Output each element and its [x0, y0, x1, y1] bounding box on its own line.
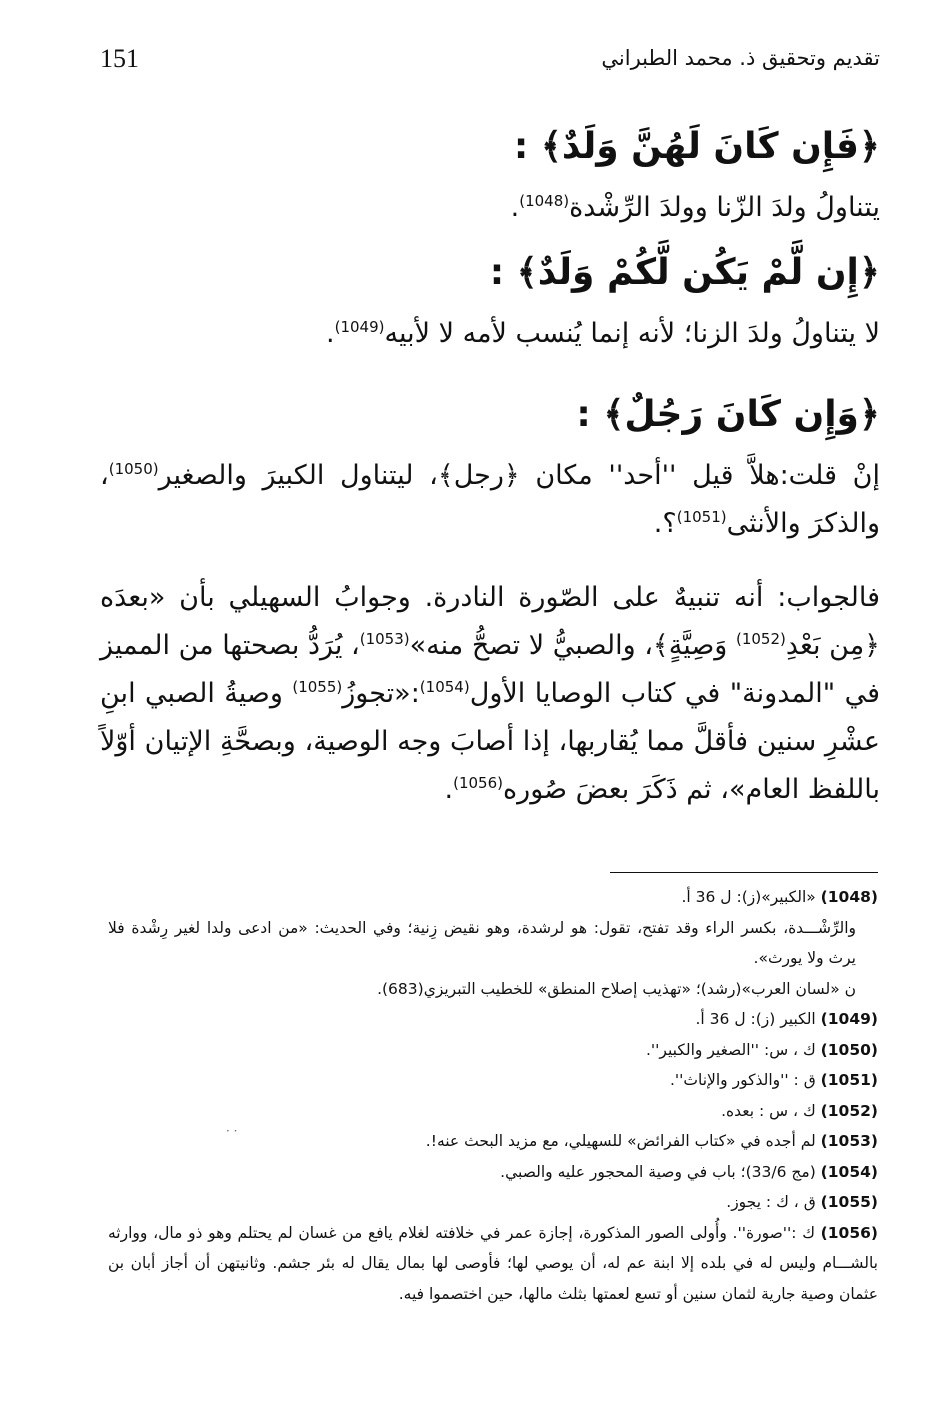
footnote-1048-cont-1 — [108, 913, 878, 974]
footnote-text: ن «لسان العرب»(رشد)؛ «تهذيب إصلاح المنطق» للخطيب التبريزي(683). — [377, 979, 856, 998]
footnote-number: (1049) — [820, 1010, 878, 1028]
footnote-ref-1049[interactable]: (1049) — [334, 318, 385, 336]
footnotes — [108, 882, 878, 1309]
footnote-ref-1051[interactable]: (1051) — [676, 508, 727, 526]
footnote-number: (1048) — [820, 888, 878, 906]
footnote-number: (1050) — [820, 1040, 878, 1059]
footnote-ref-1052[interactable]: (1052) — [735, 630, 786, 648]
footnote-ref-1053[interactable]: (1053) — [359, 630, 410, 648]
footnote-1048 — [108, 882, 878, 913]
footnote-number: (1053) — [820, 1132, 878, 1150]
footnote-number: (1056) — [820, 1223, 878, 1242]
scan-speck: · · — [226, 1124, 238, 1138]
paragraph-3-text-b: ، والذكرَ والأنثى — [100, 460, 880, 539]
paragraph-4-text-d: :«تجوزُ — [342, 678, 420, 709]
page-header — [100, 44, 880, 84]
footnote-text: ك ، س: ''الصغير والكبير''. — [645, 1040, 821, 1059]
footnote-text: الكبير (ز): ل 36 أ. — [695, 1010, 821, 1028]
footnote-text: والرِّشْـــدة، بكسر الراء وقد تفتح، تقول: هو لرشدة، وهو نقيض زِنية؛ وفي الحديث: «من ادعى ولدا لغير رِشْدة فلا يرث ولا يورث». — [108, 918, 856, 967]
paragraph-3 — [100, 452, 880, 548]
footnote-text: «الكبير»(ز): ل 36 أ. — [681, 888, 821, 906]
footnote-ref-1055[interactable]: (1055) — [292, 678, 343, 696]
footnote-number: (1052) — [820, 1101, 878, 1120]
footnote-ref-1048[interactable]: (1048) — [519, 192, 570, 210]
footnote-number: (1051) — [820, 1071, 878, 1089]
footnote-ref-1050[interactable]: (1050) — [108, 460, 159, 478]
footnote-ref-1054[interactable]: (1054) — [419, 678, 470, 696]
page-number: 151 — [100, 44, 139, 73]
footnote-text: (مج 33/6)؛ باب في وصية المحجور عليه والصبي. — [500, 1162, 821, 1181]
footnote-number: (1055) — [820, 1193, 878, 1211]
paragraph-1-end: . — [510, 192, 520, 223]
paragraph-4-text-b: وَصِيَّةٍ﴾، والصبيُّ لا تصحُّ منه» — [409, 630, 736, 661]
paragraph-4-text-a: فالجواب: أنه تنبيهٌ على الصّورة النادرة. وجوابُ السهيلي بأن «بعدَه ﴿مِن بَعْدِ — [100, 582, 881, 661]
footnote-1056 — [108, 1218, 878, 1310]
paragraph-2-end: . — [326, 318, 335, 349]
footnote-1054 — [108, 1157, 878, 1188]
paragraph-3-end: ؟. — [653, 508, 677, 539]
footnote-text: ك ، س : بعده. — [721, 1101, 821, 1120]
footnote-1050 — [108, 1035, 878, 1066]
footnote-1049 — [108, 1004, 878, 1035]
footnote-text: ق : ''والذكور والإناث''. — [669, 1071, 821, 1089]
footnote-text: ك :''صورة''. وأُولى الصور المذكورة، إجازة عمر في خلافته لغلام يافع من غسان لم يحتلم وهو ذو مال، ووارثه بالشـــام وليس له في بلده إلا ابنة عم له، أن يوصي لها؛ فأوصى لها بمال يقال له بئر جشم. وثانيتهن أن أجاز أبان بن عثمان وصية جارية لثمان سنين أو تسع لعمتها بثلث مالها، حين اختصموا فيه. — [108, 1223, 878, 1303]
paragraph-4-end: . — [444, 774, 454, 805]
footnote-1048-cont-2 — [108, 974, 878, 1005]
running-title: تقديم وتحقيق ذ. محمد الطبراني — [601, 46, 880, 70]
quran-verse-3: ﴿وَإِن كَانَ رَجُلٌ﴾ : — [576, 394, 880, 435]
quran-verse-1: ﴿فَإِن كَانَ لَهُنَّ وَلَدٌ﴾ : — [513, 126, 880, 167]
paragraph-3-text-a: إنْ قلت:هلاَّ قيل ''أحد'' مكان ﴿رجل﴾، ليتناول الكبيرَ والصغير — [158, 460, 880, 491]
main-text — [100, 120, 880, 828]
footnote-1053 — [108, 1126, 878, 1157]
footnote-number: (1054) — [820, 1162, 878, 1181]
footnote-1051 — [108, 1065, 878, 1096]
paragraph-4-text-c: ، يُرَدُّ بصحتها من المميز في "المدونة" في كتاب الوصايا الأول — [100, 630, 880, 709]
footnote-text: لم أجده في «كتاب الفرائض» للسهيلي، مع مزيد البحث عنه!. — [425, 1132, 821, 1150]
footnote-ref-1056[interactable]: (1056) — [453, 774, 504, 792]
paragraph-2 — [100, 310, 880, 358]
footnote-divider — [610, 872, 878, 873]
paragraph-1-text: يتناولُ ولدَ الزّنا وولدَ الرِّشْدة — [569, 192, 880, 223]
paragraph-4-text-e: وصيةُ الصبي ابنِ عشْرِ سنين فأقلَّ مما يُقاربها، إذا أصابَ وجه الوصية، وبصحَّةِ الإتيان أوّلاً باللفظ العام»، ثم ذَكَرَ بعضَ صُوره — [100, 678, 880, 805]
paragraph-4 — [100, 574, 880, 814]
quran-verse-2: ﴿إِن لَّمْ يَكُن لَّكُمْ وَلَدٌ﴾ : — [489, 252, 880, 293]
paragraph-1 — [100, 184, 880, 232]
paragraph-2-text: لا يتناولُ ولدَ الزنا؛ لأنه إنما يُنسب لأمه لا لأبيه — [384, 318, 880, 349]
footnote-1055 — [108, 1187, 878, 1218]
footnote-1052 — [108, 1096, 878, 1127]
footnote-text: ق ، ك : يجوز. — [726, 1193, 821, 1211]
